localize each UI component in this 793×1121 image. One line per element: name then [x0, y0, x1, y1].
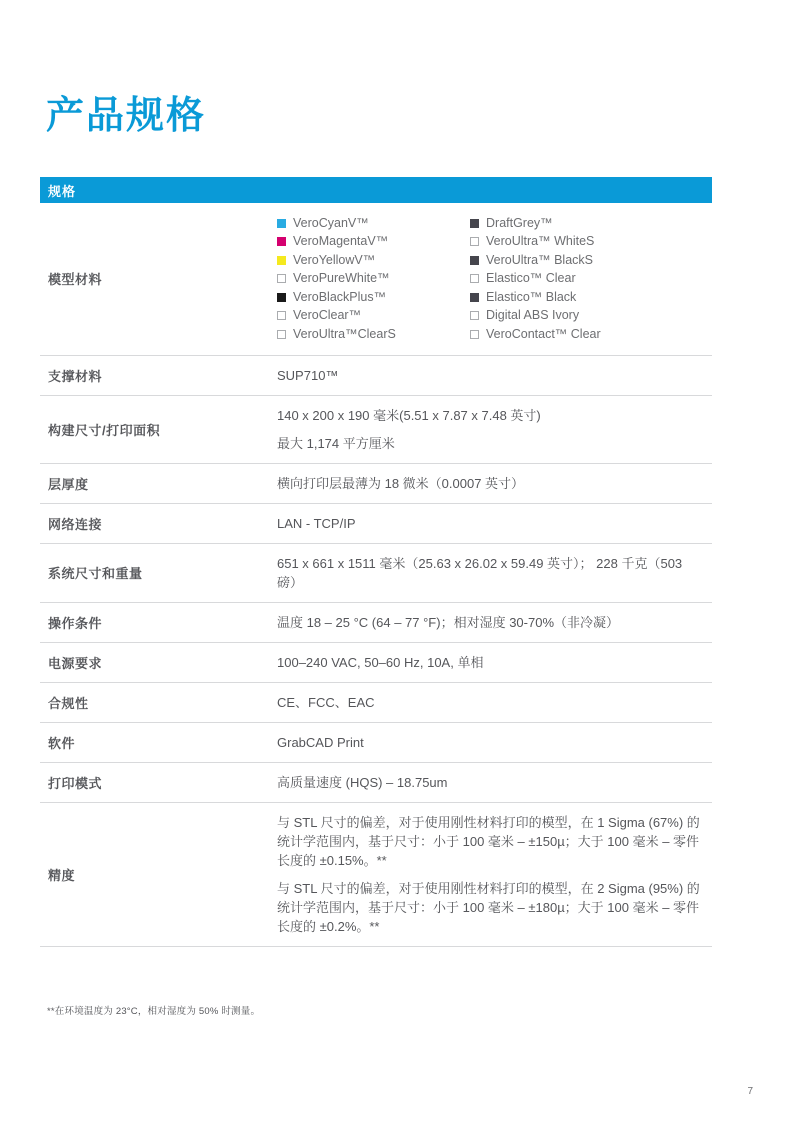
material-item: [277, 307, 470, 326]
material-item: [277, 325, 470, 344]
material-name: VeroUltra™ BlackS: [486, 252, 593, 267]
row-value: [277, 504, 712, 543]
table-row: [40, 763, 712, 803]
table-row: [40, 356, 712, 396]
material-item: [277, 233, 470, 252]
material-name: VeroBlackPlus™: [293, 289, 387, 304]
page-number: 7: [747, 1086, 753, 1097]
row-label: 精度: [48, 867, 76, 883]
table-row: [40, 464, 712, 504]
material-item: [470, 214, 601, 233]
row-value: [277, 464, 712, 503]
row-value: [277, 683, 712, 722]
material-name: VeroCyanV™: [293, 215, 369, 230]
material-item: [470, 325, 601, 344]
materials-column-2: [470, 214, 601, 344]
materials-columns: [277, 214, 712, 344]
table-row: [40, 803, 712, 947]
material-item: [470, 270, 601, 289]
material-swatch-icon: [277, 274, 286, 283]
material-name: VeroMagentaV™: [293, 234, 389, 249]
value-line: CE、FCC、EAC: [277, 694, 375, 710]
value-line: 与 STL 尺寸的偏差，对于使用刚性材料打印的模型，在 1 Sigma (67%) 的统计学范围内，基于尺寸：小于 100 毫米 – ±150µ；大于 100 毫米 – 零件长度的 ±0.15%。**: [277, 814, 700, 868]
value-line: 最大 1,174 平方厘米: [277, 435, 395, 451]
material-swatch-icon: [277, 256, 286, 265]
value-line: 温度 18 – 25 °C (64 – 77 °F)；相对湿度 30-70%（非冷凝）: [277, 614, 619, 630]
material-item: [470, 251, 601, 270]
material-swatch-icon: [470, 256, 479, 265]
material-swatch-icon: [277, 293, 286, 302]
row-value: [277, 544, 712, 602]
section-header-bar: [40, 177, 712, 203]
material-swatch-icon: [277, 219, 286, 228]
row-value: [277, 203, 712, 355]
footnote: **在环境温度为 23°C，相对湿度为 50% 时测量。: [47, 1006, 261, 1017]
row-value: [277, 643, 712, 682]
page-title: 产品规格: [46, 95, 207, 137]
material-name: VeroClear™: [293, 308, 362, 323]
value-line: 100–240 VAC, 50–60 Hz, 10A, 单相: [277, 654, 484, 670]
row-value: [277, 356, 712, 395]
value-line: 高质量速度 (HQS) – 18.75um: [277, 774, 448, 790]
materials-row: [40, 203, 712, 356]
material-item: [277, 214, 470, 233]
table-row: [40, 723, 712, 763]
material-name: VeroUltra™ClearS: [293, 326, 396, 341]
table-row: [40, 396, 712, 464]
material-name: DraftGrey™: [486, 215, 553, 230]
spec-rows: [40, 356, 712, 947]
table-row: [40, 544, 712, 603]
row-value: [277, 763, 712, 802]
value-line: 140 x 200 x 190 毫米(5.51 x 7.87 x 7.48 英寸): [277, 407, 541, 423]
row-label: 操作条件: [48, 615, 103, 631]
table-row: [40, 643, 712, 683]
material-name: VeroContact™ Clear: [486, 326, 601, 341]
row-label: 合规性: [48, 695, 89, 711]
value-line: 与 STL 尺寸的偏差，对于使用刚性材料打印的模型，在 2 Sigma (95%) 的统计学范围内，基于尺寸：小于 100 毫米 – ±180µ；大于 100 毫米 – 零件长度的 ±0.2%。**: [277, 880, 700, 934]
row-value: [277, 803, 712, 946]
material-swatch-icon: [470, 237, 479, 246]
material-swatch-icon: [470, 330, 479, 339]
value-line: GrabCAD Print: [277, 734, 364, 750]
row-value: [277, 396, 712, 463]
row-value: [277, 603, 712, 642]
spec-table: [40, 177, 712, 947]
table-row: [40, 603, 712, 643]
material-name: Elastico™ Clear: [486, 271, 576, 286]
material-name: VeroYellowV™: [293, 252, 376, 267]
material-swatch-icon: [277, 237, 286, 246]
row-label: 系统尺寸和重量: [48, 566, 143, 581]
table-row: [40, 683, 712, 723]
material-name: Digital ABS Ivory: [486, 308, 580, 323]
row-label: 支撑材料: [48, 368, 103, 384]
material-swatch-icon: [277, 311, 286, 320]
row-label: 打印模式: [48, 775, 103, 791]
material-swatch-icon: [470, 311, 479, 320]
material-item: [277, 270, 470, 289]
material-item: [470, 233, 601, 252]
material-swatch-icon: [470, 293, 479, 302]
material-swatch-icon: [277, 330, 286, 339]
material-item: [470, 307, 601, 326]
material-swatch-icon: [470, 219, 479, 228]
value-line: 651 x 661 x 1511 毫米（25.63 x 26.02 x 59.49 英寸）； 228 千克（503 磅）: [277, 555, 683, 590]
row-label: 网络连接: [48, 516, 103, 532]
material-name: Elastico™ Black: [486, 289, 577, 304]
material-name: VeroPureWhite™: [293, 271, 390, 286]
value-line: LAN - TCP/IP: [277, 515, 356, 531]
row-label: 构建尺寸/打印面积: [48, 422, 161, 438]
row-label: 电源要求: [48, 655, 103, 671]
value-line: SUP710™: [277, 367, 339, 383]
material-item: [277, 288, 470, 307]
row-label: 层厚度: [48, 476, 89, 492]
value-line: 横向打印层最薄为 18 微米（0.0007 英寸）: [277, 475, 525, 491]
row-label: 模型材料: [48, 272, 103, 288]
material-name: VeroUltra™ WhiteS: [486, 234, 595, 249]
material-item: [470, 288, 601, 307]
row-label: 软件: [48, 735, 76, 751]
material-swatch-icon: [470, 274, 479, 283]
material-item: [277, 251, 470, 270]
row-value: [277, 723, 712, 762]
materials-column-1: [277, 214, 470, 344]
table-row: [40, 504, 712, 544]
section-header-label: 规格: [48, 183, 77, 199]
